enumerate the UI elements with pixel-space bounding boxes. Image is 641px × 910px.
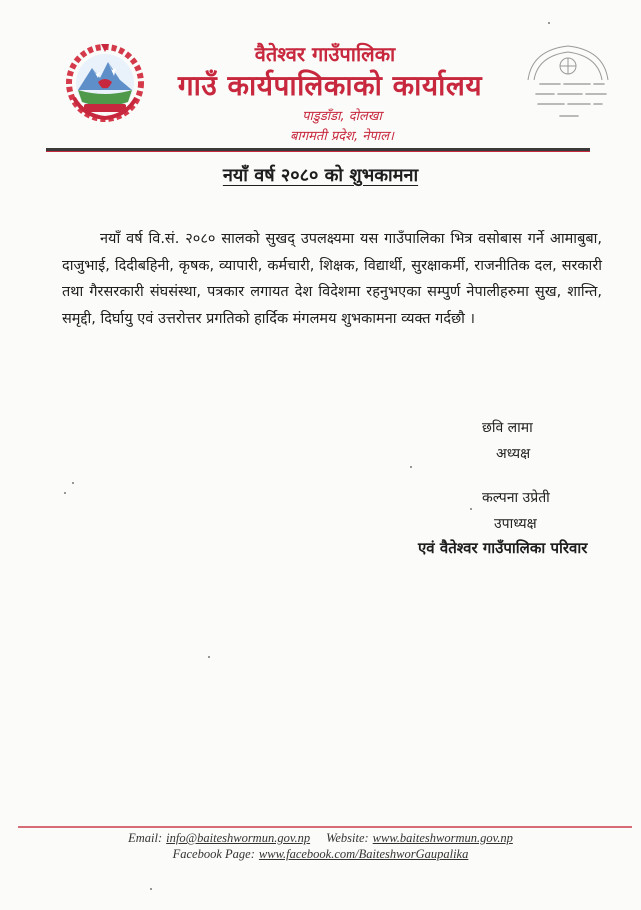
scan-speck bbox=[548, 22, 550, 24]
office-place: पाडुडाँडा, दोलखा bbox=[302, 109, 382, 124]
facebook-link[interactable]: www.facebook.com/BaiteshworGaupalika bbox=[258, 847, 469, 861]
municipality-name: वैतेश्वर गाउँपालिका bbox=[254, 42, 396, 66]
footer-contact-line bbox=[0, 831, 641, 846]
email-link[interactable]: info@baiteshwormun.gov.np bbox=[166, 831, 311, 845]
email-label: Email: bbox=[128, 831, 163, 845]
nepal-emblem-icon bbox=[62, 38, 148, 124]
scan-speck bbox=[150, 888, 152, 890]
facebook-label: Facebook Page: bbox=[172, 847, 255, 861]
chairperson-title: अध्यक्ष bbox=[496, 446, 531, 462]
scan-speck bbox=[410, 466, 412, 468]
footer-divider bbox=[18, 826, 632, 828]
vice-chairperson-title: उपाध्यक्ष bbox=[494, 516, 537, 532]
vice-chairperson-name: कल्पना उप्रेती bbox=[482, 490, 550, 506]
scan-speck bbox=[470, 508, 472, 510]
scan-speck bbox=[64, 492, 66, 494]
letter-title bbox=[0, 163, 641, 187]
office-stamp-icon bbox=[520, 40, 616, 124]
website-link[interactable]: www.baiteshwormun.gov.np bbox=[372, 831, 513, 845]
letterhead-divider bbox=[46, 148, 590, 152]
letter-title-text: नयाँ वर्ष २०८० को शुभकामना bbox=[222, 165, 419, 186]
chairperson-name: छवि लामा bbox=[482, 420, 533, 436]
letter-body: नयाँ वर्ष वि.सं. २०८० सालको सुखद् उपलक्ष्यमा यस गाउँपालिका भित्र वसोबास गर्ने आमाबुबा, दाजुभाई, दिदीबहिनी, कृषक, व्यापारी, कर्मचारी, शिक्षक, विद्यार्थी, सुरक्षाकर्मी, राजनीतिक दल, सरकारी तथा गैरसरकारी संघसंस्था, पत्रकार लगायत देश विदेशमा रहनुभएका सम्पुर्ण नेपालीहरुमा सुख, शान्ति, समृद्दी, दिर्घायु एवं उत्तरोत्तर प्रगतिको हार्दिक मंगलमय शुभकामना व्यक्त गर्दछौ । bbox=[62, 231, 602, 327]
footer-facebook-line bbox=[0, 847, 641, 862]
closing-line: एवं वैतेश्वर गाउँपालिका परिवार bbox=[418, 539, 588, 557]
scan-speck bbox=[208, 656, 210, 658]
office-province: बागमती प्रदेश, नेपाल। bbox=[290, 129, 394, 144]
scan-speck bbox=[72, 482, 74, 484]
website-label: Website: bbox=[326, 831, 369, 845]
office-name: गाउँ कार्यपालिकाको कार्यालय bbox=[177, 69, 483, 102]
